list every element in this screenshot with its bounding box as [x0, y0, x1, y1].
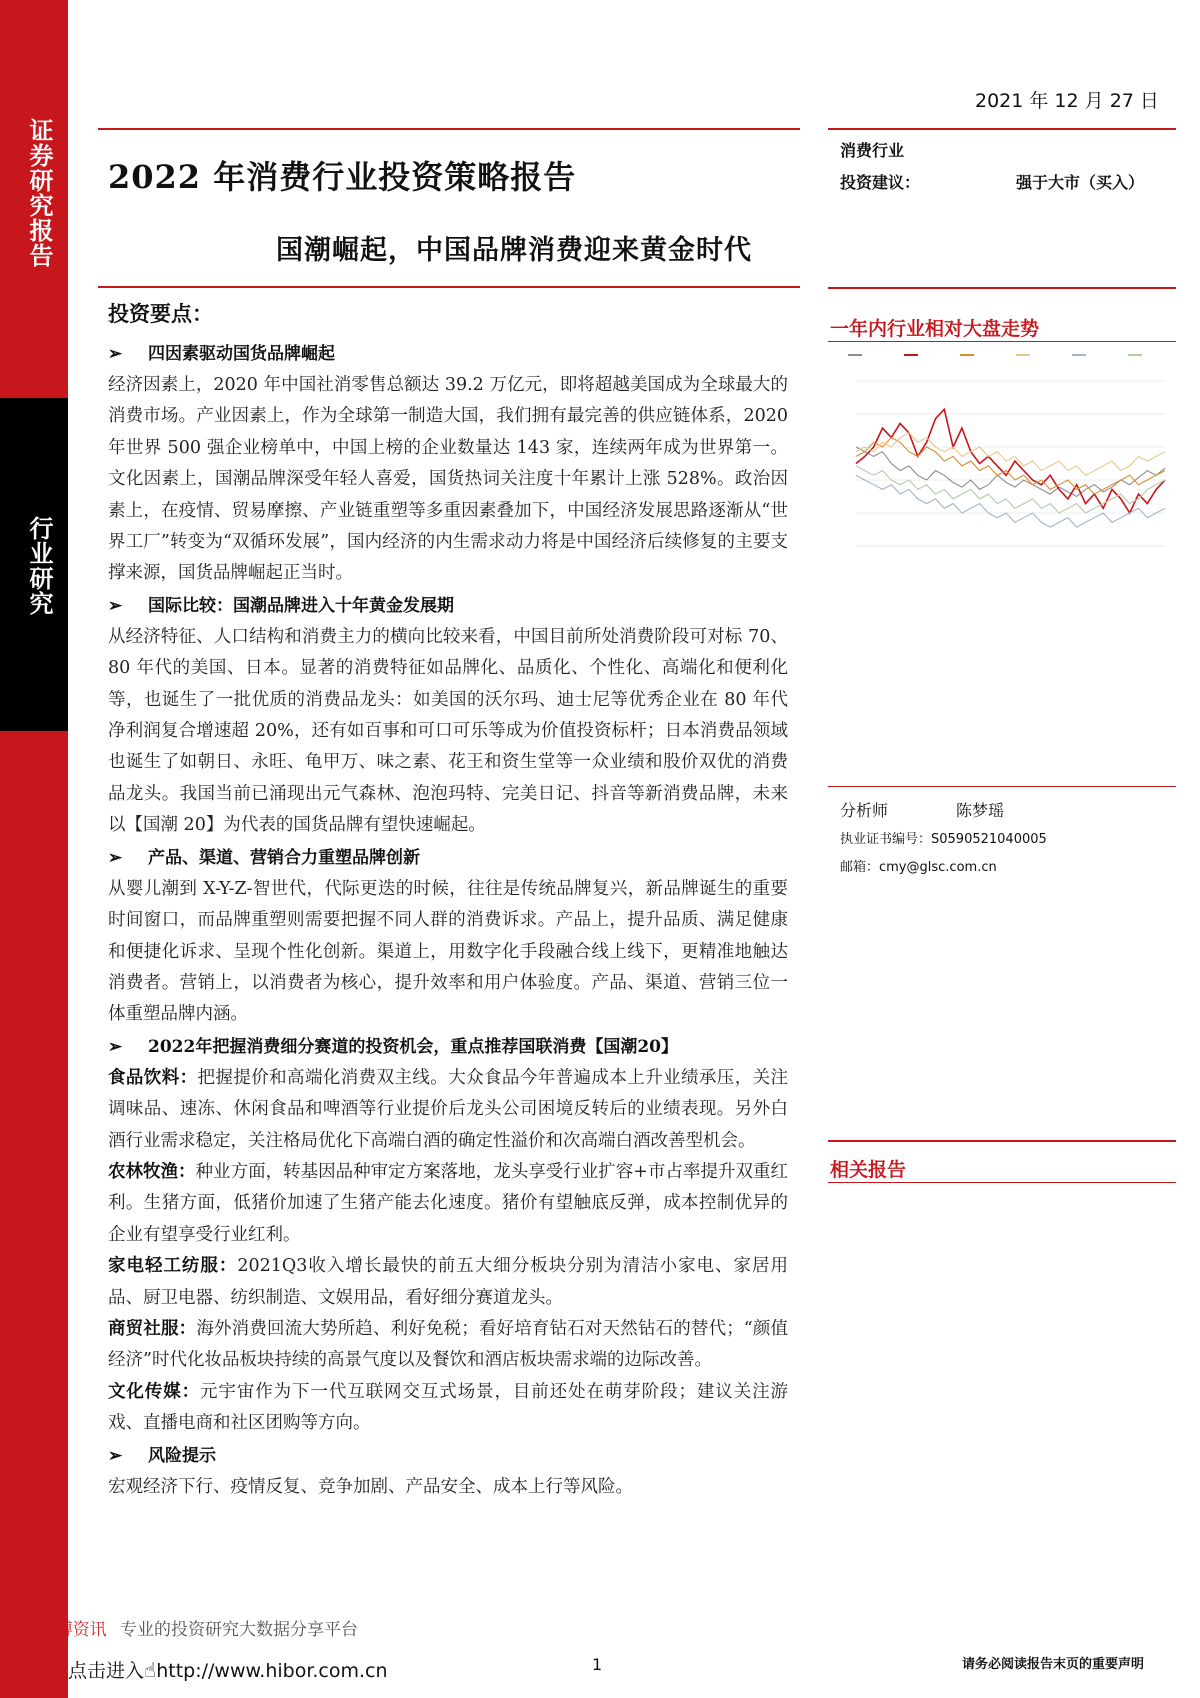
paragraph-international: 从经济特征、人口结构和消费主力的横向比较来看，中国目前所处消费阶段可对标 70、80 年代的美国、日本。显著的消费特征如品牌化、品质化、个性化、高端化和便利化等，也诞生了一批优质的消费品龙头：如美国的沃尔玛、迪士尼等优秀企业在 80 年代净利润复合增速超 20%，还有如百事和可口可乐等成为价值投资标杆；日本消费品领域也诞生了如朝日、永旺、龟甲万、味之素、花王和资生堂等一众业绩和股价双优的消费品龙头。我国当前已涌现出元气森林、泡泡玛特、完美日记、抖音等新消费品牌，未来以【国潮 20】为代表的国货品牌有望快速崛起。 — [108, 626, 788, 836]
relative-performance-chart — [830, 341, 1175, 556]
report-subtitle: 国潮崛起，中国品牌消费迎来黄金时代 — [276, 235, 752, 266]
related-rule — [828, 1182, 1176, 1183]
sector-name: 商贸社服： — [108, 1318, 197, 1339]
bullet-2022-opportunities — [108, 1031, 788, 1063]
hibor-link[interactable] — [68, 1656, 388, 1683]
paragraph-agriculture: 农林牧渔：种业方面，转基因品种审定方案落地，龙头享受行业扩容+市占率提升双重红利。生猪方面，低猪价加速了生猪产能去化速度。猪价有望触底反弹，成本控制优异的企业有望享受行业红利。 — [108, 1161, 788, 1245]
recommendation-label: 投资建议： — [840, 173, 921, 192]
paragraph-four-factors: 经济因素上，2020 年中国社消零售总额达 39.2 万亿元，即将超越美国成为全球最大的消费市场。产业因素上，作为全球第一制造大国，我们拥有最完善的供应链体系，2020 年世界 500 强企业榜单中，中国上榜的企业数量达 143 家，连续两年成为世界第一。文化因素上，国潮品牌深受年轻人喜爱，国货热词关注度十年累计上涨 528%。政治因素上，在疫情、贸易摩擦、产业链重塑等多重因素叠加下，中国经济发展思路逐渐从“世界工厂”转变为“双循环发展”，国内经济的内生需求动力将是中国经济后续修复的主要支撑来源，国货品牌崛起正当时。 — [108, 375, 788, 584]
related-reports-title: 相关报告 — [830, 1159, 907, 1181]
bullet-text: 风险提示 — [148, 1445, 216, 1466]
key-points-title: 投资要点： — [108, 301, 213, 326]
page-number: 1 — [592, 1655, 603, 1674]
paragraph-retail: 商贸社服：海外消费回流大势所趋、利好免税；看好培育钻石对天然钻石的替代；“颜值经济”时代化妆品板块持续的高景气度以及餐饮和酒店板块需求端的边际改善。 — [108, 1318, 789, 1371]
arrow-icon: ➢ — [108, 1036, 123, 1057]
bullet-text: 四因素驱动国货品牌崛起 — [148, 344, 335, 364]
subtitle-rule — [98, 286, 800, 288]
bullet-text: 产品、渠道、营销合力重塑品牌创新 — [148, 847, 420, 868]
paragraph-brand-innovation: 从婴儿潮到 X-Y-Z-智世代，代际更迭的时候，往往是传统品牌复兴，新品牌诞生的重要时间窗口，而品牌重塑则需要把握不同人群的消费诉求。产品上，提升品质、满足健康和便捷化诉求、呈现个性化创新。渠道上，用数字化手段融合线上线下，更精准地触达消费者。营销上，以消费者为核心，提升效率和用户体验度。产品、渠道、营销三位一体重塑品牌内涵。 — [108, 878, 788, 1025]
chart-series-line — [856, 438, 1165, 495]
sidebar-label-industry: 行业研究 — [25, 516, 54, 616]
analyst-rule — [828, 786, 1176, 787]
sector-label: 消费行业 — [840, 141, 905, 160]
chart-svg — [830, 341, 1175, 556]
bullet-international — [108, 590, 788, 622]
chart-series-line — [856, 447, 1165, 497]
arrow-icon: ➢ — [108, 595, 123, 616]
paragraph-appliances: 家电轻工纺服：2021Q3收入增长最快的前五大细分板块分别为清洁小家电、家居用品、厨卫电器、纺织制造、文娱用品，看好细分赛道龙头。 — [108, 1256, 788, 1308]
arrow-icon: ➢ — [108, 847, 123, 868]
analyst-label: 分析师 — [840, 801, 889, 820]
watermark-slogan: 专业的投资研究大数据分享平台 — [120, 1620, 358, 1640]
sector-name: 食品饮料： — [108, 1067, 198, 1088]
chart-series-line — [856, 409, 1165, 513]
sector-name: 农林牧渔： — [108, 1161, 196, 1182]
disclaimer-note: 请务必阅读报告末页的重要声明 — [962, 1657, 1145, 1672]
report-title: 2022 年消费行业投资策略报告 — [108, 158, 577, 196]
watermark-logo: “慧博资讯 — [30, 1620, 107, 1640]
chart-title: 一年内行业相对大盘走势 — [830, 318, 1040, 340]
arrow-icon: ➢ — [108, 344, 123, 364]
sector-name: 家电轻工纺服： — [108, 1256, 238, 1277]
paragraph-food-beverage: 食品饮料：把握提价和高端化消费双主线。大众食品今年普遍成本上升业绩承压，关注调味品、速冻、休闲食品和啤酒等行业提价后龙头公司困境反转后的业绩表现。另外白酒行业需求稳定，关注格局优化下高端白酒的确定性溢价和次高端白酒改善型机会。 — [108, 1067, 789, 1151]
analyst-cert: 执业证书编号：S0590521040005 — [840, 832, 1047, 847]
paragraph-risk: 宏观经济下行、疫情反复、竞争加剧、产品安全、成本上行等风险。 — [108, 1476, 633, 1497]
bullet-four-factors — [108, 338, 788, 370]
paragraph-media: 文化传媒：元宇宙作为下一代互联网交互式场景，目前还处在萌芽阶段；建议关注游戏、直播电商和社区团购等方向。 — [108, 1381, 788, 1434]
bullet-text: 2022年把握消费细分赛道的投资机会，重点推荐国联消费【国潮20】 — [148, 1036, 678, 1057]
bullet-text: 国际比较：国潮品牌进入十年黄金发展期 — [148, 595, 454, 616]
bullet-brand-innovation — [108, 842, 788, 874]
header-rule-right — [828, 128, 1176, 130]
arrow-icon: ➢ — [108, 1445, 123, 1466]
bullet-risk — [108, 1440, 788, 1472]
chart-top-rule — [828, 287, 1176, 289]
sector-name: 文化传媒： — [108, 1381, 201, 1402]
recommendation-value: 强于大市（买入） — [1016, 173, 1145, 192]
related-top-rule — [828, 1140, 1176, 1142]
report-date: 2021 年 12 月 27 日 — [975, 90, 1159, 112]
chart-series-line — [856, 466, 1165, 513]
title-rule — [98, 128, 800, 130]
key-points — [108, 300, 788, 1503]
analyst-name: 陈梦瑶 — [956, 801, 1005, 820]
link-prefix: 点击进入 — [68, 1660, 145, 1682]
analyst-email: 邮箱：cmy@glsc.com.cn — [840, 860, 997, 875]
pointer-hand-icon: ☝ — [144, 1658, 157, 1682]
sidebar-label-report-type: 证券研究报告 — [25, 118, 54, 268]
link-url[interactable]: http://www.hibor.com.cn — [156, 1660, 388, 1682]
